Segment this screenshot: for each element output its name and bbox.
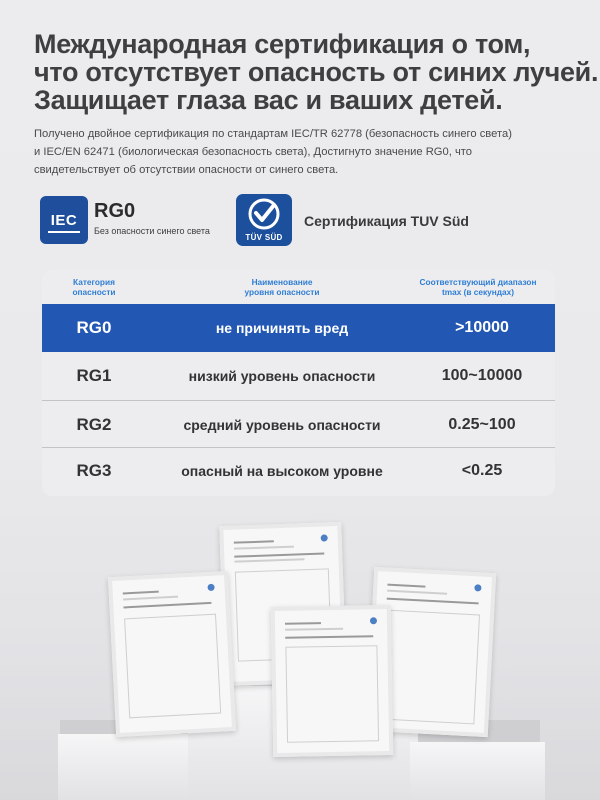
header-level-name-line-2: уровня опасности [244, 287, 320, 297]
headline-line-1: Международная сертификация о том, [34, 29, 531, 59]
lead-line-2: и IEC/EN 62471 (биологическая безопасность света), Достигнуто значение RG0, что [34, 146, 472, 158]
row-range: >10000 [455, 319, 509, 336]
header-category-line-1: Категория [73, 277, 115, 287]
iec-logo-text: IEC [50, 211, 78, 229]
table-row [42, 401, 555, 449]
header-range-line-2: tmax (в секундах) [441, 287, 515, 297]
headline-line-3: Защищает глаза вас и ваших детей. [34, 85, 503, 115]
table-row [42, 447, 555, 495]
doc-line [387, 584, 425, 588]
tuv-logo-text: TÜV SÜD [245, 233, 283, 242]
rg0-subtitle: Без опасности синего света [94, 226, 210, 236]
row-range: 100~10000 [441, 367, 523, 384]
doc-line [123, 596, 178, 601]
doc-line [234, 558, 304, 562]
certificate-seal-icon [474, 584, 481, 591]
row-range: <0.25 [461, 462, 503, 479]
certificate-document [108, 571, 236, 737]
table-row [42, 304, 555, 352]
header-range-line-1: Соответствующий диапазон [419, 277, 537, 287]
doc-line [234, 540, 274, 543]
tuv-sud-checkmark-icon [236, 194, 292, 246]
row-category: RG2 [76, 415, 112, 434]
certificate-seal-icon [370, 617, 377, 624]
certificate-document [271, 605, 394, 757]
tuv-title: Сертификация TUV Süd [304, 213, 469, 229]
certifications-row [40, 194, 560, 246]
header-category [42, 277, 146, 297]
doc-table [124, 614, 221, 719]
table-header [42, 270, 555, 304]
row-range: 0.25~100 [448, 416, 516, 433]
pedestal-right [410, 742, 545, 800]
pedestal-left [58, 734, 198, 800]
row-name: средний уровень опасности [183, 417, 381, 433]
row-name: низкий уровень опасности [188, 368, 376, 384]
iec-logo-icon [40, 196, 88, 244]
row-category: RG1 [76, 366, 112, 385]
doc-line [123, 591, 159, 595]
doc-line [285, 635, 373, 639]
row-category: RG0 [76, 318, 112, 337]
lead-line-3: свидетельствует об отсутствии опасности от синего света. [34, 164, 339, 176]
certificate-seal-icon [321, 534, 328, 541]
doc-table [285, 645, 379, 743]
certificate-seal-icon [207, 584, 214, 591]
row-name: не причинять вред [215, 320, 349, 336]
row-category: RG3 [76, 461, 112, 480]
table-row [42, 352, 555, 400]
doc-line [285, 622, 321, 625]
header-level-name-line-1: Наименование [251, 277, 313, 287]
doc-table [380, 610, 480, 725]
header-level-name [212, 277, 352, 297]
header-category-line-2: опасности [72, 287, 116, 297]
row-name: опасный на высоком уровне [181, 463, 383, 479]
page-headline [34, 29, 599, 115]
certificates-display-scene [0, 510, 600, 800]
doc-line [123, 602, 211, 609]
hazard-table [42, 270, 555, 496]
doc-line [234, 553, 324, 558]
rg0-title: RG0 [94, 200, 136, 222]
lead-paragraph [34, 125, 574, 179]
doc-line [285, 628, 343, 631]
doc-line [234, 546, 294, 550]
doc-line [387, 590, 447, 595]
headline-line-2: что отсутствует опасность от синих лучей. [34, 57, 599, 87]
doc-line [387, 598, 479, 605]
lead-line-1: Получено двойное сертификация по стандартам IEC/TR 62778 (безопасность синего света) [34, 128, 512, 140]
iec-logo-underline [48, 231, 80, 233]
header-range [408, 277, 548, 297]
